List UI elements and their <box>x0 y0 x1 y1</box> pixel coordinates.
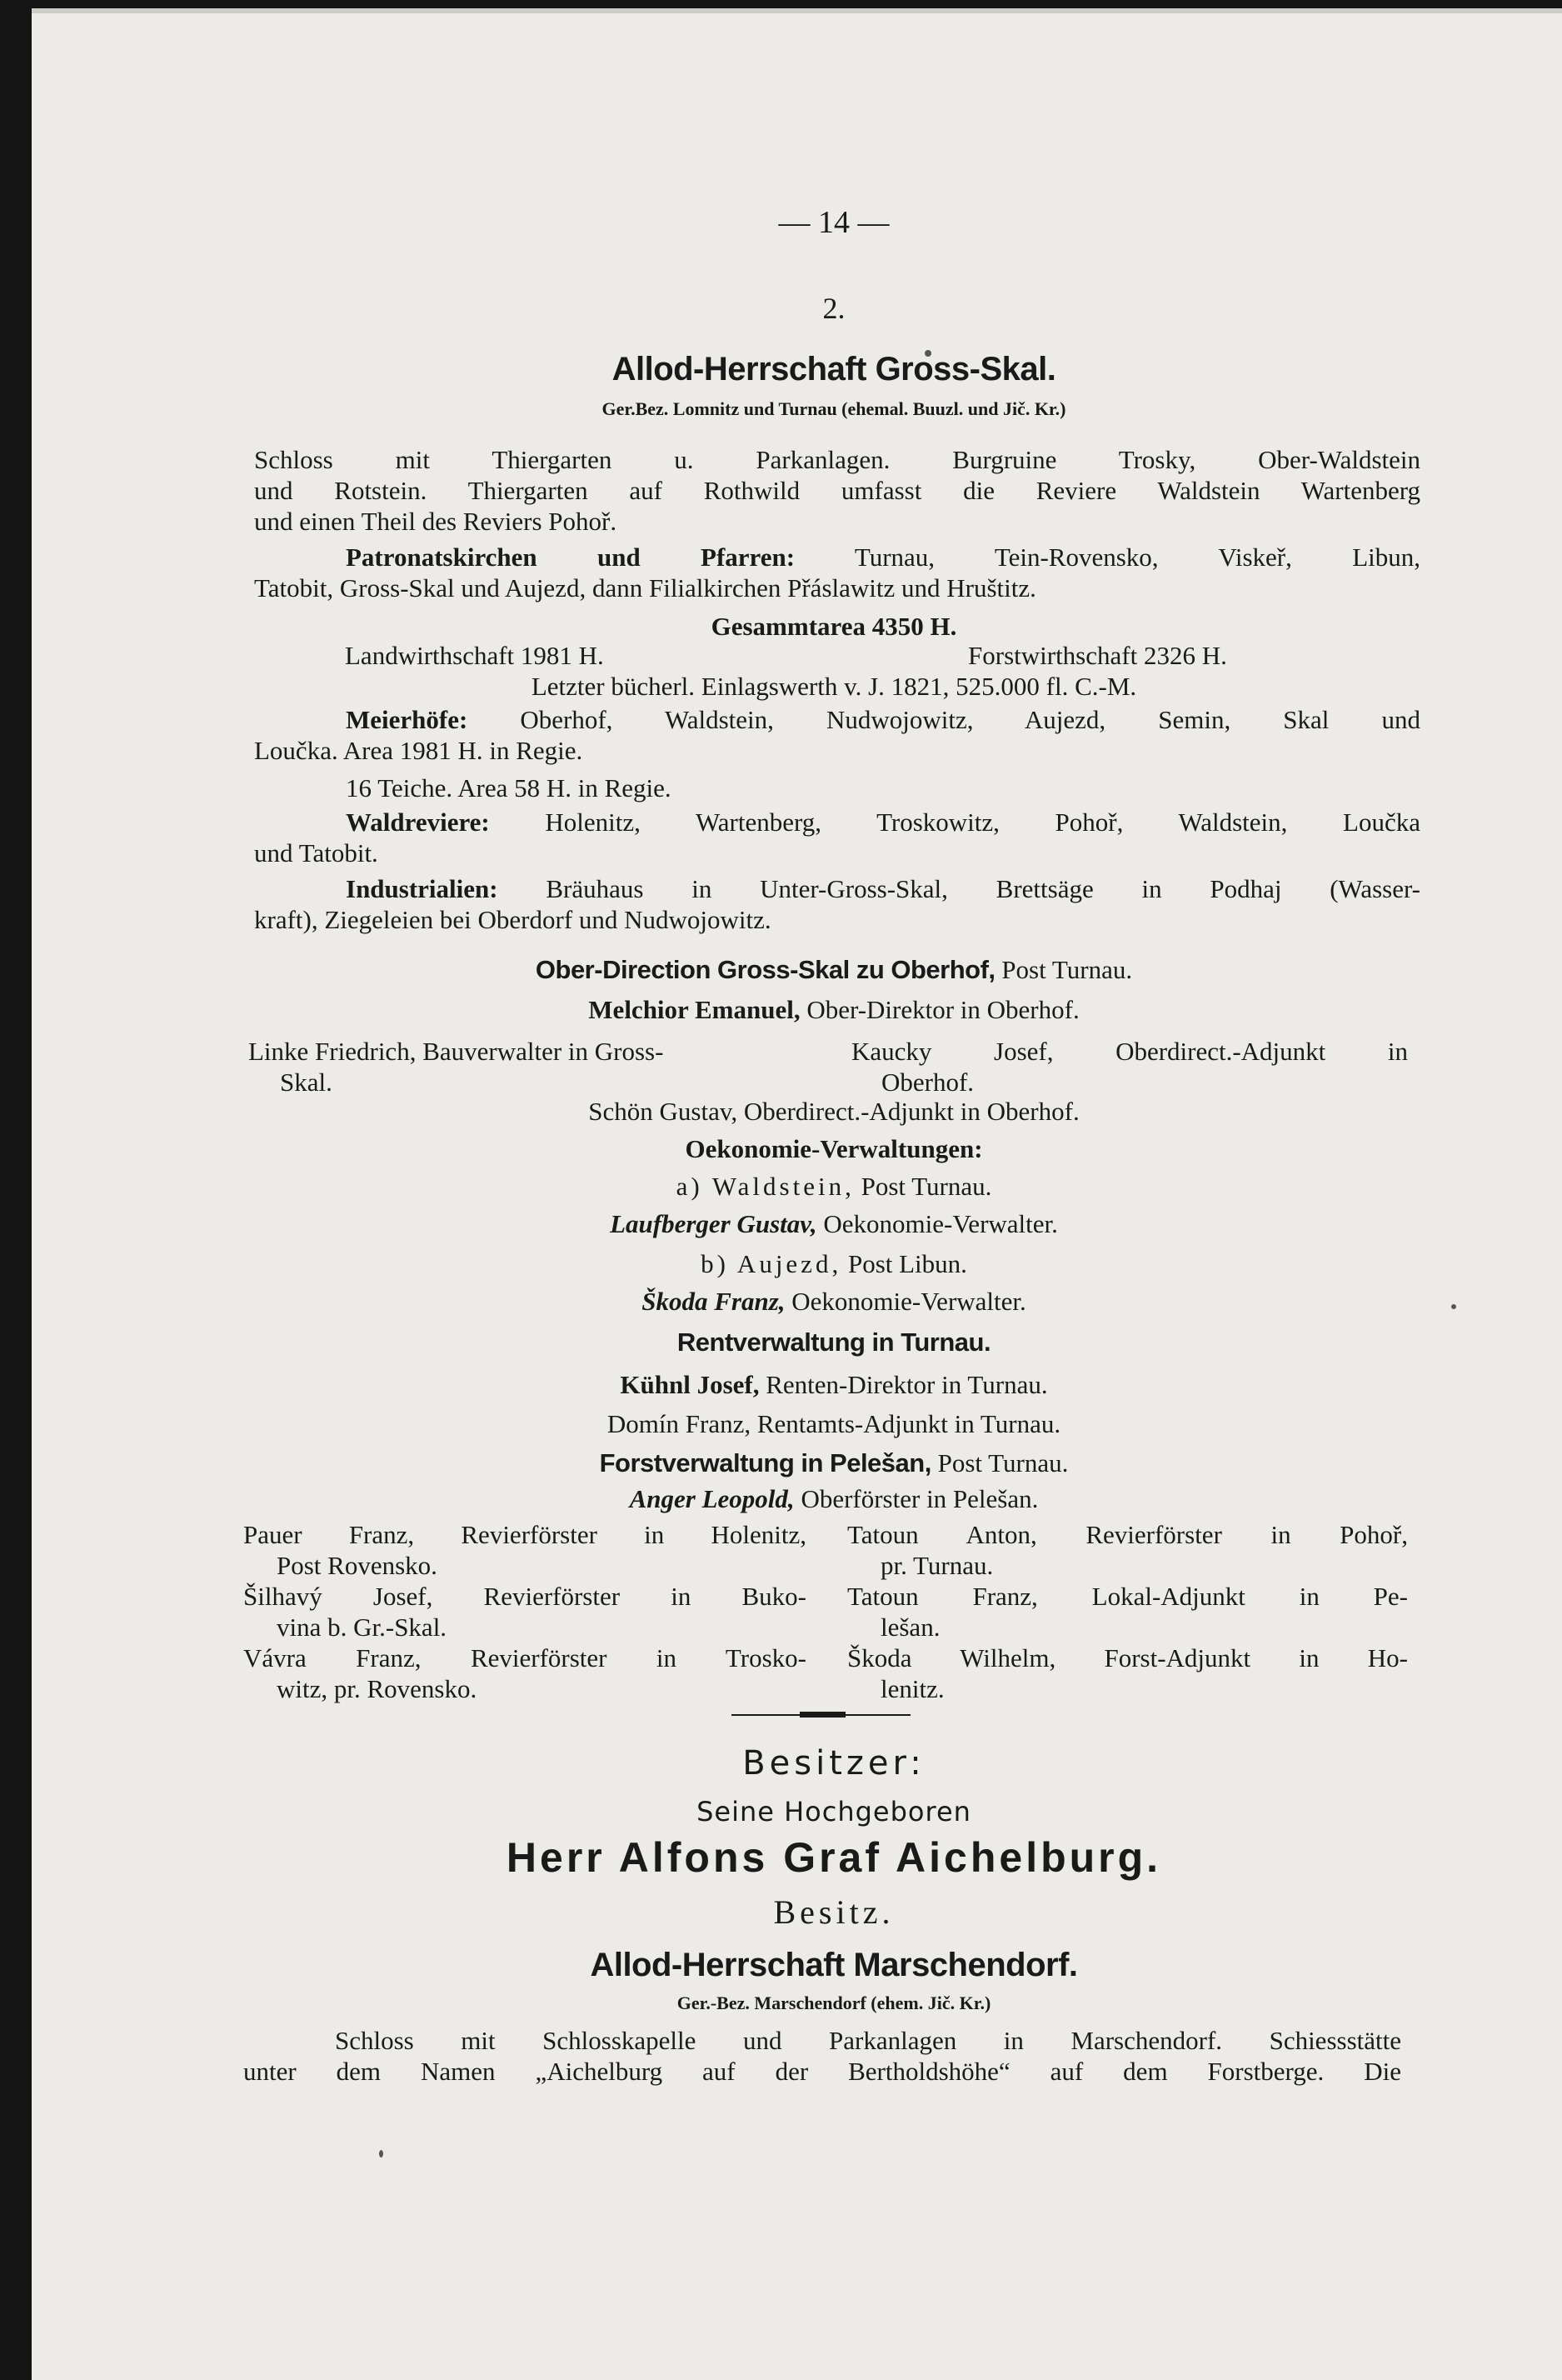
domin-entry: Domín Franz, Rentamts-Adjunkt in Turnau. <box>606 1409 1061 1438</box>
industrialien-paragraph <box>254 873 1420 935</box>
estate-title: Allod-Herrschaft Gross-Skal. <box>611 351 1056 388</box>
staff-line: lešan. <box>881 1612 941 1642</box>
forstverwaltung-line <box>243 1448 1425 1478</box>
industrialien-line: kraft), Ziegeleien bei Oberdorf und Nudwojowitz. <box>254 905 771 934</box>
anger-role: Oberförster in Pelešan. <box>801 1484 1039 1513</box>
patronat-paragraph <box>254 542 1420 603</box>
staff-line: Tatoun Franz, Lokal-Adjunkt in Pe- <box>847 1582 1408 1611</box>
laufberger-entry <box>243 1208 1425 1239</box>
besitz-heading: Besitz. <box>773 1893 895 1931</box>
landwirthschaft: Landwirthschaft 1981 H. <box>345 641 604 670</box>
kaucky-line: Kaucky Josef, Oberdirect.-Adjunkt in <box>851 1037 1408 1066</box>
patronat-line: Tatobit, Gross-Skal und Aujezd, dann Filialkirchen Přáslawitz und Hruštitz. <box>254 573 1036 602</box>
staff-line: vina b. Gr.-Skal. <box>277 1612 447 1642</box>
staff-line: Pauer Franz, Revierförster in Holenitz, <box>243 1520 806 1549</box>
section-number: 2. <box>822 292 846 325</box>
melchior-name: Melchior Emanuel, <box>588 995 801 1024</box>
intro-line: und einen Theil des Reviers Pohoř. <box>254 507 617 536</box>
ober-direction <box>243 954 1425 985</box>
skoda-franz-role: Oekonomie-Verwalter. <box>791 1287 1026 1316</box>
linke-entry <box>248 1036 831 1098</box>
staff-line: Šilhavý Josef, Revierförster in Buko- <box>243 1582 806 1611</box>
oekonomie-heading: Oekonomie-Verwaltungen: <box>685 1134 983 1163</box>
hochgeboren: Seine Hochgeboren <box>696 1796 971 1828</box>
waldstein-line <box>243 1171 1425 1202</box>
waldstein-post: Post Turnau. <box>861 1172 992 1201</box>
waldstein-label: a) Waldstein, <box>676 1172 855 1201</box>
gesammtarea: Gesammtarea 4350 H. <box>711 612 957 641</box>
intro-line: und Rotstein. Thiergarten auf Rothwild umfasst die Reviere Waldstein Wartenberg <box>254 476 1420 505</box>
page-edge <box>32 8 1562 13</box>
skoda-franz-entry <box>243 1286 1425 1317</box>
schoen-entry: Schön Gustav, Oberdirect.-Adjunkt in Oberhof. <box>588 1097 1080 1126</box>
estate2-title: Allod-Herrschaft Marschendorf. <box>590 1947 1078 1983</box>
owner-name: Herr Alfons Graf Aichelburg. <box>506 1834 1162 1881</box>
ink-speck <box>379 2150 383 2158</box>
kaucky-line: Oberhof. <box>881 1068 975 1097</box>
meierhoefe-text: Oberhof, Waldstein, Nudwojowitz, Aujezd, Semin, Skal und <box>520 705 1420 734</box>
einlagswerth: Letzter bücherl. Einlagswerth v. J. 1821, 525.000 fl. C.-M. <box>531 672 1137 701</box>
kuehnl-name: Kühnl Josef, <box>620 1370 760 1399</box>
closing-paragraph <box>243 2025 1401 2087</box>
anger-entry <box>243 1483 1425 1514</box>
ober-direction-name: Ober-Direction Gross-Skal zu Oberhof, <box>535 955 996 984</box>
industrialien-text: Bräuhaus in Unter-Gross-Skal, Brettsäge in Podhaj (Wasser- <box>546 874 1420 903</box>
meierhoefe-line: Loučka. Area 1981 H. in Regie. <box>254 736 583 765</box>
staff-line: Tatoun Anton, Revierförster in Pohoř, <box>847 1520 1408 1549</box>
waldreviere-label: Waldreviere: <box>346 808 490 837</box>
forstwirthschaft: Forstwirthschaft 2326 H. <box>968 641 1227 670</box>
melchior-role: Ober-Direktor in Oberhof. <box>806 995 1080 1024</box>
staff-line: witz, pr. Rovensko. <box>277 1674 477 1703</box>
anger-name: Anger Leopold, <box>629 1484 795 1513</box>
patronat-text: Turnau, Tein-Rovensko, Viskeř, Libun, <box>854 542 1420 572</box>
right-staff-column <box>847 1519 1408 1704</box>
left-staff-column <box>243 1519 806 1704</box>
closing-line: unter dem Namen „Aichelburg auf der Bertholdshöhe“ auf dem Forstberge. Die <box>243 2057 1401 2086</box>
staff-line: Škoda Wilhelm, Forst-Adjunkt in Ho- <box>847 1643 1408 1672</box>
staff-line: lenitz. <box>881 1674 945 1703</box>
linke-line: Linke Friedrich, Bauverwalter in Gross- <box>248 1037 664 1066</box>
aujezd-label: b) Aujezd, <box>701 1249 842 1278</box>
page-number: — 14 — <box>778 205 890 240</box>
patronat-label: Patronatskirchen und Pfarren: <box>346 542 796 572</box>
section-divider-center <box>800 1712 846 1718</box>
waldreviere-text: Holenitz, Wartenberg, Troskowitz, Pohoř, Waldstein, Loučka <box>545 808 1420 837</box>
rentverwaltung-heading: Rentverwaltung in Turnau. <box>676 1328 991 1357</box>
forstverwaltung-name: Forstverwaltung in Pelešan, <box>599 1448 931 1478</box>
intro-line: Schloss mit Thiergarten u. Parkanlagen. Burgruine Trosky, Ober-Waldstein <box>254 445 1420 474</box>
laufberger-name: Laufberger Gustav, <box>610 1209 817 1238</box>
staff-line: pr. Turnau. <box>881 1551 994 1580</box>
aujezd-post: Post Libun. <box>847 1249 967 1278</box>
besitzer-heading: Besitzer: <box>742 1744 926 1782</box>
waldreviere-line: und Tatobit. <box>254 838 378 868</box>
closing-line: Schloss mit Schlosskapelle und Parkanlagen in Marschendorf. Schiessstätte <box>335 2026 1401 2055</box>
ink-speck <box>1451 1304 1456 1309</box>
kuehnl-entry <box>243 1369 1425 1400</box>
staff-line: Vávra Franz, Revierförster in Trosko- <box>243 1643 806 1672</box>
meierhoefe-paragraph <box>254 704 1420 766</box>
ober-direction-post: Post Turnau. <box>1001 955 1133 984</box>
teiche: 16 Teiche. Area 58 H. in Regie. <box>346 773 671 802</box>
skoda-franz-name: Škoda Franz, <box>641 1287 786 1316</box>
staff-line: Post Rovensko. <box>277 1551 437 1580</box>
estate-court: Ger.Bez. Lomnitz und Turnau (ehemal. Buuzl. und Jič. Kr.) <box>601 398 1066 419</box>
kaucky-entry <box>851 1036 1408 1098</box>
aujezd-line <box>243 1248 1425 1279</box>
estate2-court: Ger.-Bez. Marschendorf (ehem. Jič. Kr.) <box>676 1992 991 2013</box>
meierhoefe-label: Meierhöfe: <box>346 705 468 734</box>
intro-paragraph <box>254 444 1420 537</box>
laufberger-role: Oekonomie-Verwalter. <box>823 1209 1058 1238</box>
linke-line: Skal. <box>280 1068 332 1097</box>
waldreviere-paragraph <box>254 807 1420 868</box>
industrialien-label: Industrialien: <box>346 874 498 903</box>
melchior-entry <box>243 994 1425 1025</box>
forstverwaltung-post: Post Turnau. <box>937 1448 1069 1478</box>
kuehnl-role: Renten-Direktor in Turnau. <box>766 1370 1048 1399</box>
